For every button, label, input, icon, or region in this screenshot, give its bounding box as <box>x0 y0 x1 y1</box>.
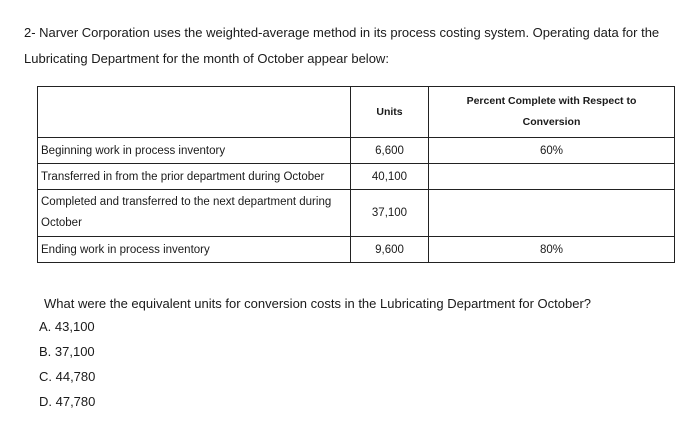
option-c[interactable]: C. 44,780 <box>39 369 96 384</box>
header-description <box>38 87 351 138</box>
row-description: Completed and transferred to the next department during October <box>38 190 351 237</box>
row-description: Transferred in from the prior department during October <box>38 164 351 190</box>
row-percent: 80% <box>429 237 675 263</box>
table-row <box>38 190 675 237</box>
row-percent: 60% <box>429 138 675 164</box>
row-description: Ending work in process inventory <box>38 237 351 263</box>
answer-options <box>39 318 95 418</box>
header-units: Units <box>351 87 429 138</box>
row-percent <box>429 190 675 237</box>
option-d[interactable]: D. 47,780 <box>39 394 96 409</box>
row-description: Beginning work in process inventory <box>38 138 351 164</box>
option-b[interactable]: B. 37,100 <box>39 344 95 359</box>
question-text: What were the equivalent units for conversion costs in the Lubricating Department for October? <box>44 296 592 311</box>
row-percent <box>429 164 675 190</box>
row-units: 37,100 <box>351 190 429 237</box>
table-header-row <box>38 87 675 138</box>
table-row <box>38 237 675 263</box>
row-units: 40,100 <box>351 164 429 190</box>
operating-data-table <box>37 86 675 263</box>
header-percent-complete: Percent Complete with Respect to Conversion <box>429 87 675 138</box>
option-a[interactable]: A. 43,100 <box>39 319 95 334</box>
row-units: 6,600 <box>351 138 429 164</box>
row-units: 9,600 <box>351 237 429 263</box>
question-intro: 2- Narver Corporation uses the weighted-average method in its process costing system. Operating data for the Lubricating Department for the month of October appear below: <box>24 25 660 66</box>
table-row <box>38 138 675 164</box>
table-row <box>38 164 675 190</box>
